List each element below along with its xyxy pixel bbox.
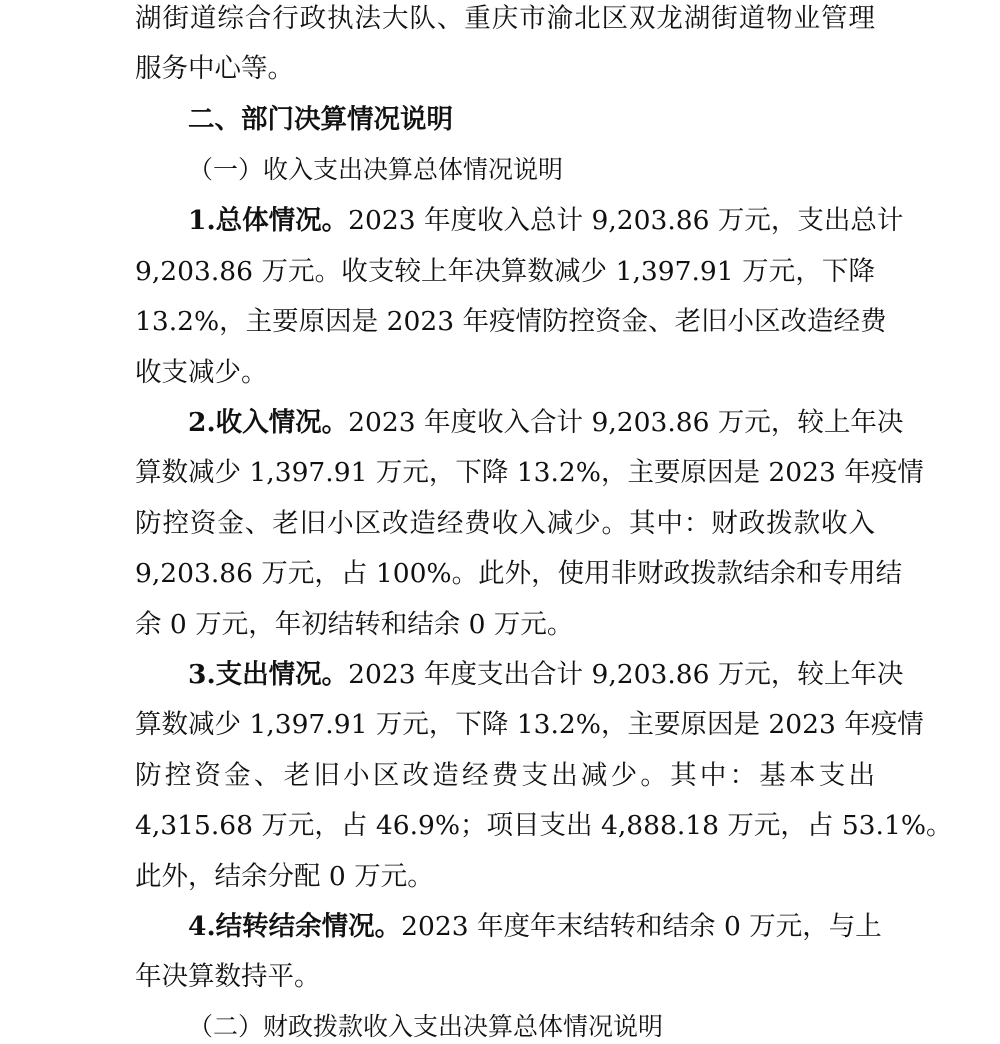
paragraph-lead: 4.结转结余情况。 [188,911,402,942]
text-span: 2023 年度支出合计 9,203.86 万元，较上年决 [348,659,904,690]
paragraph-first-line [188,910,882,944]
text-span: 2023 年度收入合计 9,203.86 万元，较上年决 [348,407,904,438]
text-line: 此外，结余分配 0 万元。 [135,861,434,892]
paragraph-lead: 3.支出情况。 [188,659,349,690]
text-line: 余 0 万元，年初结转和结余 0 万元。 [135,609,574,640]
text-line: 收支减少。 [135,357,268,388]
subsection-heading: （二）财政拨款收入支出决算总体情况说明 [188,1012,664,1041]
text-line: 湖街道综合行政执法大队、重庆市渝北区双龙湖街道物业管理 [135,3,875,34]
section-heading: 二、部门决算情况说明 [188,104,453,135]
text-line: 9,203.86 万元。收支较上年决算数减少 1,397.91 万元，下降 [135,256,875,287]
paragraph-first-line [188,406,904,440]
text-span: 2023 年度年末结转和结余 0 万元，与上 [401,911,882,942]
text-line: 13.2%，主要原因是 2023 年疫情防控资金、老旧小区改造经费 [135,306,887,337]
paragraph-lead: 2.收入情况。 [188,407,349,438]
paragraph-first-line [188,658,904,692]
text-line: 算数减少 1,397.91 万元，下降 13.2%，主要原因是 2023 年疫情 [135,709,924,740]
paragraph-lead: 1.总体情况。 [188,205,349,236]
subsection-heading: （一）收入支出决算总体情况说明 [188,155,564,184]
text-line: 4,315.68 万元，占 46.9%；项目支出 4,888.18 万元，占 53.1%。 [135,810,953,841]
text-span: 2023 年度收入总计 9,203.86 万元，支出总计 [348,205,904,236]
text-line: 9,203.86 万元，占 100%。此外，使用非财政拨款结余和专用结 [135,558,903,589]
paragraph-first-line [188,204,904,238]
text-line: 年决算数持平。 [135,961,321,992]
text-line: 防控资金、老旧小区改造经费支出减少。其中：基本支出 [135,760,875,791]
text-line: 算数减少 1,397.91 万元，下降 13.2%，主要原因是 2023 年疫情 [135,457,924,488]
text-line: 服务中心等。 [135,53,294,84]
text-line: 防控资金、老旧小区改造经费收入减少。其中：财政拨款收入 [135,508,875,539]
